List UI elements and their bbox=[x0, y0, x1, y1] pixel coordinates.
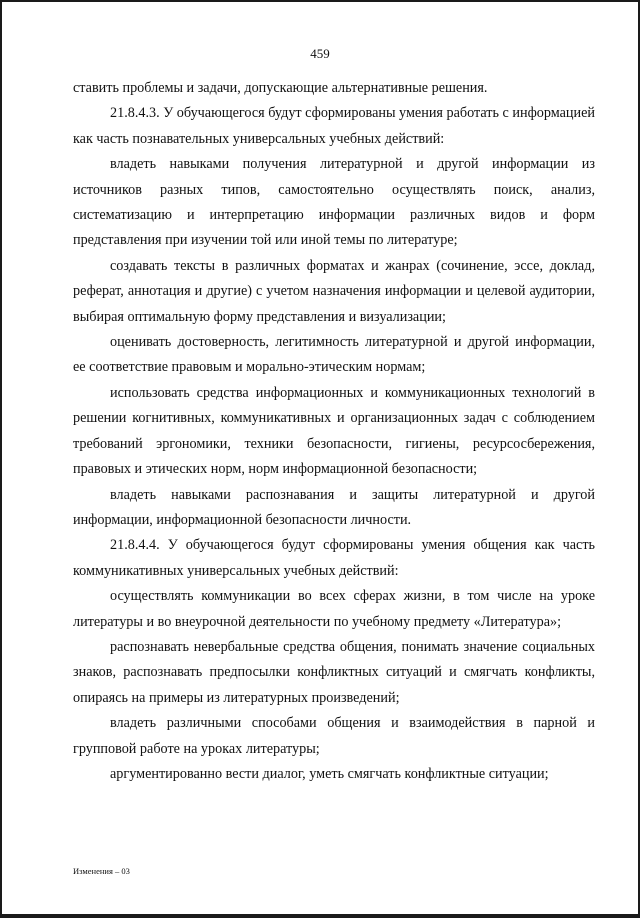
paragraph: создавать тексты в различных форматах и жанрах (сочинение, эссе, доклад, реферат, аннотация и другие) с учетом назначения информации и целевой аудитории, выбирая оптимальную форму представления и визуализации; bbox=[73, 257, 595, 325]
paragraph: владеть навыками получения литературной и другой информации из источников разных типов, самостоятельно осуществлять поиск, анализ, систематизацию и интерпретацию информации различных видов и форм представления при изучении той или иной темы по литературе; bbox=[73, 156, 595, 249]
scan-border-left bbox=[0, 0, 2, 918]
paragraph: осуществлять коммуникации во всех сферах жизни, в том числе на уроке литературы и во внеурочной деятельности по учебному предмету «Литература»; bbox=[73, 588, 595, 630]
paragraph-section-21-8-4-4: 21.8.4.4. У обучающегося будут сформированы умения общения как часть коммуникативных универсальных учебных действий: bbox=[73, 537, 595, 579]
paragraph: распознавать невербальные средства общения, понимать значение социальных знаков, распознавать предпосылки конфликтных ситуаций и смягчать конфликты, опираясь на примеры из литературных произведений; bbox=[73, 638, 595, 706]
paragraph: владеть различными способами общения и взаимодействия в парной и групповой работе на уроках литературы; bbox=[73, 715, 595, 757]
paragraph: ставить проблемы и задачи, допускающие альтернативные решения. bbox=[73, 80, 488, 96]
paragraph: аргументированно вести диалог, уметь смягчать конфликтные ситуации; bbox=[110, 765, 549, 782]
page-number: 459 bbox=[310, 46, 330, 61]
paragraph: владеть навыками распознавания и защиты литературной и другой информации, информационной безопасности личности. bbox=[73, 486, 595, 528]
paragraph: оценивать достоверность, легитимность литературной и другой информации, ее соответствие правовым и морально-этическим нормам; bbox=[73, 334, 595, 376]
footer-revision-note: Изменения – 03 bbox=[73, 866, 130, 876]
scan-border-bottom bbox=[0, 914, 640, 918]
scan-border-top bbox=[0, 0, 640, 2]
paragraph-section-21-8-4-3: 21.8.4.3. У обучающегося будут сформированы умения работать с информацией как часть познавательных универсальных учебных действий: bbox=[73, 105, 595, 147]
body-text bbox=[73, 76, 595, 787]
paragraph: использовать средства информационных и коммуникационных технологий в решении когнитивных, коммуникативных и организационных задач с соблюдением требований эргономики, техники безопасности, гигиены, ресурсосбережения, правовых и этических норм, норм информационной безопасности; bbox=[73, 384, 595, 478]
